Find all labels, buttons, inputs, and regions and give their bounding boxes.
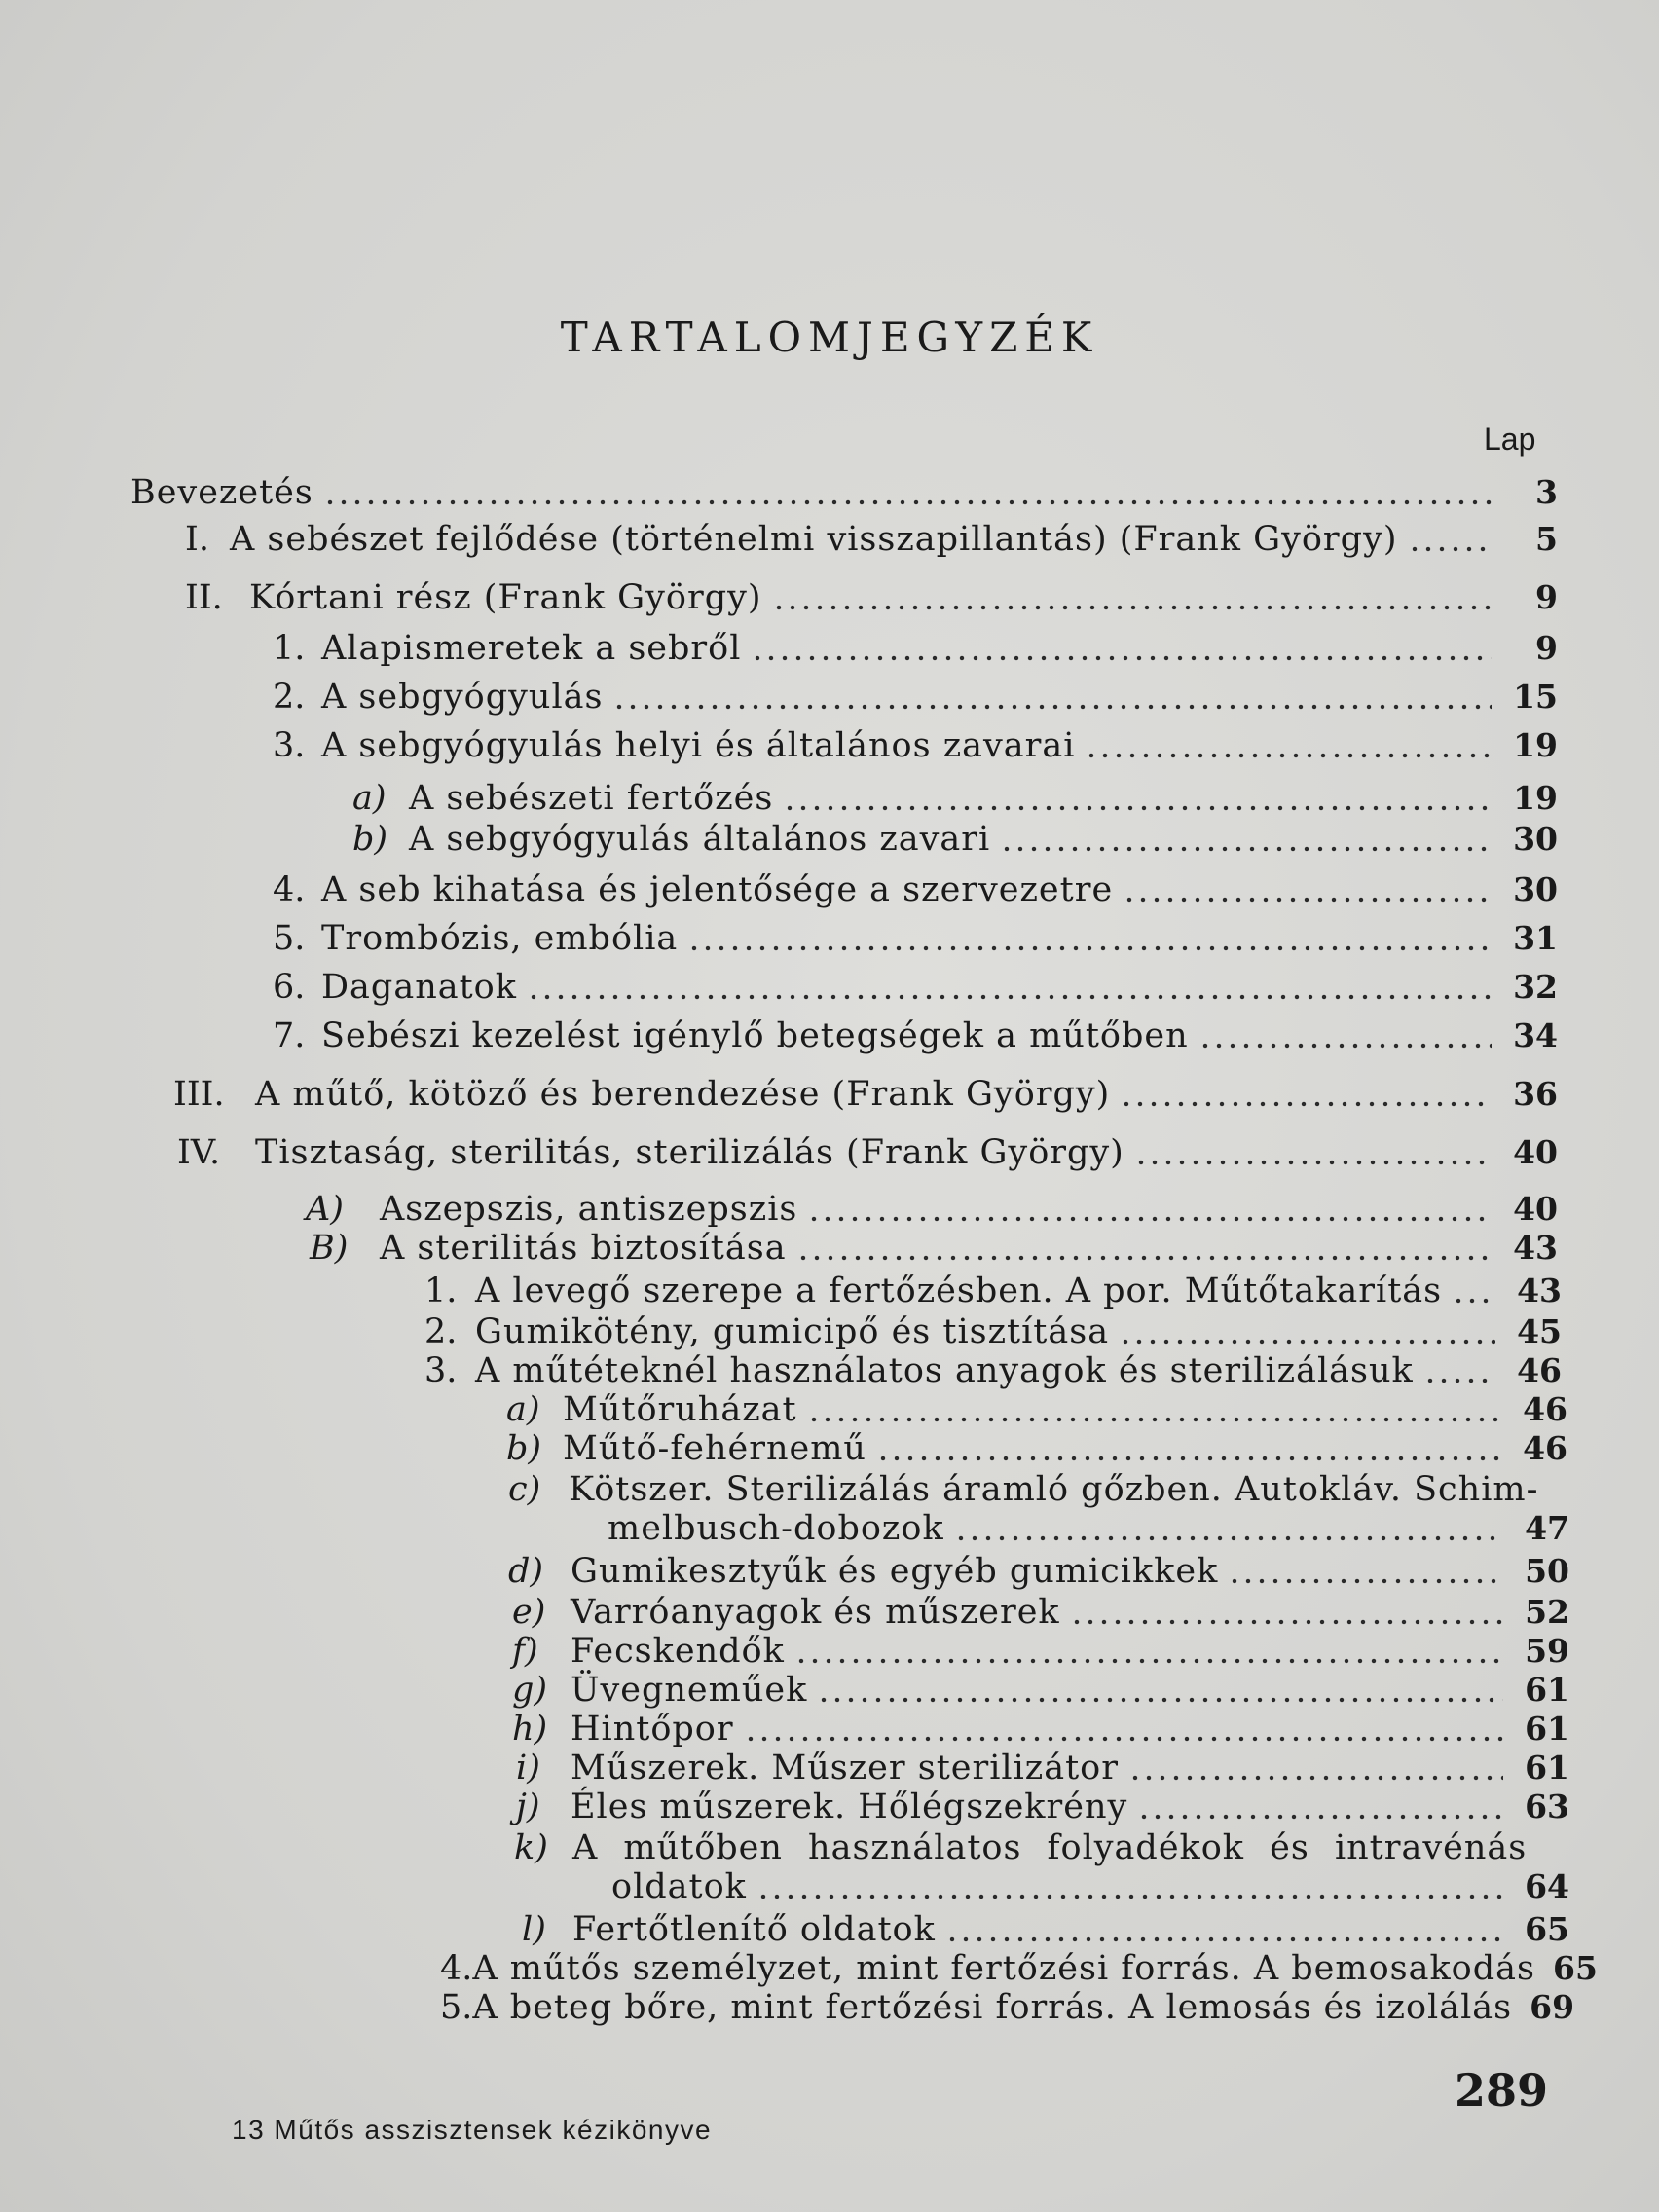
toc-entry-text: Alapismeretek a sebről xyxy=(321,629,742,668)
toc-entry-marker: B) xyxy=(310,1229,349,1268)
leader-dots xyxy=(612,691,1492,711)
toc-entry-page: 19 xyxy=(1513,726,1558,764)
toc-entry-text: Gumikesztyűk és egyéb gumicikkek xyxy=(571,1552,1219,1591)
toc-entry-text: A műtőben használatos folyadékok és intravénás xyxy=(572,1828,1528,1867)
toc-entry-text: A sebgyógyulás általános zavari xyxy=(409,820,991,859)
toc-entry xyxy=(352,820,1558,866)
leader-dots xyxy=(817,1684,1503,1704)
toc-entry xyxy=(173,1075,1558,1122)
toc-entry-text: oldatok xyxy=(611,1867,747,1906)
toc-entry-page: 34 xyxy=(1513,1016,1558,1054)
toc-entry-text: A sterilitás biztosítása xyxy=(380,1229,787,1268)
toc-entry-text: Daganatok xyxy=(321,968,517,1007)
leader-dots xyxy=(1128,1762,1503,1782)
toc-entry-marker: f) xyxy=(512,1632,538,1671)
leader-dots xyxy=(1423,1365,1495,1384)
toc-entry-number: 2. xyxy=(424,1312,458,1351)
footer-signature: 13 Műtős asszisztensek kézikönyve xyxy=(232,2115,713,2145)
toc-entry xyxy=(273,968,1558,1014)
toc-entry-text: melbusch-dobozok xyxy=(608,1509,944,1548)
toc-entry-text: Varróanyagok és műszerek xyxy=(571,1593,1060,1632)
toc-entry xyxy=(130,473,1558,520)
leader-dots xyxy=(794,1645,1503,1665)
toc-entry-page: 46 xyxy=(1523,1429,1567,1467)
toc-entry-text: A beteg bőre, mint fertőzési forrás. A lemosás és izolálás xyxy=(472,1988,1513,2027)
toc-entry-page: 32 xyxy=(1513,968,1558,1006)
toc-entry-page: 45 xyxy=(1517,1312,1562,1350)
toc-entry-text: A sebészeti fertőzés xyxy=(409,779,774,818)
toc-entry-text: A sebgyógyulás xyxy=(321,678,604,717)
toc-entry xyxy=(185,520,1558,567)
toc-entry-text: Kötszer. Sterilizálás áramló gőzben. Autokláv. Schim- xyxy=(569,1470,1539,1509)
toc-entry-marker: i) xyxy=(516,1749,540,1788)
leader-dots xyxy=(807,1203,1492,1223)
leader-dots xyxy=(945,1924,1503,1943)
toc-entry-marker: A) xyxy=(306,1190,344,1229)
toc-entry-number: 3. xyxy=(424,1351,458,1390)
toc-entry-number: 4. xyxy=(273,870,306,909)
toc-entry-number: 1. xyxy=(424,1272,458,1310)
toc-entry xyxy=(506,1429,1567,1476)
leader-dots xyxy=(807,1404,1501,1423)
toc-entry xyxy=(273,678,1558,724)
toc-entry xyxy=(273,629,1558,676)
toc-entry-number: 4. xyxy=(440,1949,473,1988)
toc-entry-page: 43 xyxy=(1517,1272,1562,1309)
toc-entry-page: 69 xyxy=(1530,1988,1575,2026)
toc-entry-page: 36 xyxy=(1513,1075,1558,1113)
page-column-header: Lap xyxy=(1484,422,1536,457)
toc-entry-page: 31 xyxy=(1513,919,1558,957)
toc-entry-page: 40 xyxy=(1513,1190,1558,1228)
leader-dots xyxy=(876,1443,1501,1462)
toc-entry-text: Éles műszerek. Hőlégszekrény xyxy=(571,1788,1128,1826)
toc-entry-page: 19 xyxy=(1513,779,1558,817)
toc-entry xyxy=(273,1016,1558,1063)
toc-entry-text: Műtőruházat xyxy=(563,1390,797,1429)
toc-entry-number: 5. xyxy=(273,919,306,958)
toc-entry xyxy=(440,1988,1575,2035)
toc-entry xyxy=(424,1272,1562,1318)
toc-entry-text: A sebészet fejlődése (történelmi visszapillantás) (Frank György) xyxy=(230,520,1398,559)
toc-entry-marker: a) xyxy=(352,779,387,818)
toc-entry-page: 59 xyxy=(1525,1632,1569,1670)
toc-entry-text: Fertőtlenítő oldatok xyxy=(572,1910,936,1949)
toc-entry-page: 46 xyxy=(1523,1390,1567,1428)
toc-entry-text: Bevezetés xyxy=(130,473,313,512)
page-number: 289 xyxy=(1455,2064,1549,2117)
toc-entry xyxy=(273,919,1558,966)
leader-dots xyxy=(1228,1566,1503,1585)
toc-entry-page: 61 xyxy=(1525,1749,1569,1787)
toc-entry-text: Hintőpor xyxy=(571,1710,734,1749)
toc-entry-number: 5. xyxy=(440,1988,473,2027)
toc-entry-text: Műtő-fehérnemű xyxy=(563,1429,866,1468)
toc-entry-text: Aszepszis, antiszepszis xyxy=(380,1190,798,1229)
toc-entry-number: 3. xyxy=(273,726,306,765)
leader-dots xyxy=(1198,1030,1492,1050)
toc-entry-page: 65 xyxy=(1552,1949,1598,1987)
toc-entry-page: 61 xyxy=(1525,1671,1569,1709)
toc-entry-number: 7. xyxy=(273,1016,306,1055)
toc-entry-marker: h) xyxy=(512,1710,548,1749)
toc-entry-page: 5 xyxy=(1535,520,1558,558)
leader-dots xyxy=(744,1723,1503,1743)
toc-entry-number: I. xyxy=(185,520,209,559)
toc-entry-text: A műtéteknél használatos anyagok és sterilizálásuk xyxy=(475,1351,1414,1390)
toc-entry-page: 40 xyxy=(1513,1133,1558,1171)
toc-entry-text: Üvegneműek xyxy=(571,1671,808,1710)
toc-entry-marker: c) xyxy=(508,1470,541,1509)
toc-entry-marker: g) xyxy=(512,1671,548,1710)
toc-entry-number: III. xyxy=(173,1075,225,1114)
toc-entry-text: Kórtani rész (Frank György) xyxy=(249,578,762,617)
page-title: TARTALOMJEGYZÉK xyxy=(560,313,1099,361)
toc-entry-number: IV. xyxy=(177,1133,221,1172)
toc-entry-page: 46 xyxy=(1517,1351,1562,1389)
leader-dots xyxy=(1452,1285,1495,1305)
toc-entry xyxy=(273,726,1558,773)
toc-entry-continuation xyxy=(611,1867,1569,1914)
leader-dots xyxy=(1120,1088,1492,1108)
leader-dots xyxy=(772,592,1492,611)
toc-entry-text: A seb kihatása és jelentősége a szervezetre xyxy=(321,870,1114,909)
toc-entry-text: A levegő szerepe a fertőzésben. A por. Műtőtakarítás xyxy=(475,1272,1443,1310)
toc-entry-page: 52 xyxy=(1525,1593,1569,1631)
toc-entry-text: Tisztaság, sterilitás, sterilizálás (Frank György) xyxy=(255,1133,1124,1172)
toc-entry-page: 65 xyxy=(1525,1910,1569,1948)
toc-entry-page: 47 xyxy=(1525,1509,1569,1547)
toc-entry-page: 9 xyxy=(1535,578,1558,616)
leader-dots xyxy=(1123,884,1492,903)
toc-entry-marker: a) xyxy=(506,1390,540,1429)
toc-entry-page: 9 xyxy=(1535,629,1558,667)
toc-entry-page: 64 xyxy=(1525,1867,1569,1905)
toc-entry-page: 30 xyxy=(1513,870,1558,908)
toc-entry xyxy=(185,578,1558,625)
toc-entry-text: Fecskendők xyxy=(571,1632,785,1671)
toc-entry-page: 50 xyxy=(1525,1552,1569,1590)
leader-dots xyxy=(796,1242,1492,1262)
toc-entry-page: 15 xyxy=(1513,678,1558,716)
toc-entry-number: 6. xyxy=(273,968,306,1007)
toc-entry-page: 43 xyxy=(1513,1229,1558,1267)
toc-entry-marker: d) xyxy=(508,1552,544,1591)
toc-entry-text: A műtős személyzet, mint fertőzési forrás. A bemosakodás xyxy=(472,1949,1535,1988)
toc-entry xyxy=(177,1133,1558,1180)
toc-entry-marker: b) xyxy=(506,1429,542,1468)
toc-entry-number: 1. xyxy=(273,629,306,668)
toc-entry xyxy=(516,1788,1569,1834)
toc-entry-marker: j) xyxy=(516,1788,540,1826)
leader-dots xyxy=(751,643,1492,662)
toc-entry xyxy=(273,870,1558,917)
leader-dots xyxy=(1408,534,1492,553)
leader-dots xyxy=(1119,1326,1495,1346)
toc-entry-text: Trombózis, embólia xyxy=(321,919,679,958)
toc-entry-text: Műszerek. Műszer sterilizátor xyxy=(571,1749,1119,1788)
toc-entry-page: 63 xyxy=(1525,1788,1569,1825)
toc-entry-page: 3 xyxy=(1535,473,1558,511)
leader-dots xyxy=(323,487,1492,506)
toc-entry-text: A műtő, kötöző és berendezése (Frank György) xyxy=(255,1075,1111,1114)
leader-dots xyxy=(756,1881,1503,1900)
toc-entry-page: 30 xyxy=(1513,820,1558,858)
toc-entry-marker: b) xyxy=(352,820,388,859)
toc-entry-text: Sebészi kezelést igénylő betegségek a műtőben xyxy=(321,1016,1189,1055)
toc-entry xyxy=(352,779,1558,826)
toc-entry-text: A sebgyógyulás helyi és általános zavarai xyxy=(321,726,1076,765)
leader-dots xyxy=(687,933,1492,952)
leader-dots xyxy=(1000,833,1492,853)
toc-entry-marker: e) xyxy=(512,1593,546,1632)
leader-dots xyxy=(527,981,1492,1001)
toc-entry xyxy=(508,1552,1569,1599)
leader-dots xyxy=(783,793,1492,812)
leader-dots xyxy=(1137,1801,1503,1821)
toc-entry-number: 2. xyxy=(273,678,306,717)
leader-dots xyxy=(954,1523,1503,1542)
toc-entry xyxy=(310,1229,1558,1275)
toc-entry-text: Gumikötény, gumicipő és tisztítása xyxy=(475,1312,1110,1351)
leader-dots xyxy=(1085,740,1492,759)
toc-entry-marker: l) xyxy=(522,1910,546,1949)
leader-dots xyxy=(1134,1147,1492,1166)
toc-entry-number: II. xyxy=(185,578,223,617)
toc-entry-continuation xyxy=(608,1509,1569,1556)
toc-entry-page: 61 xyxy=(1525,1710,1569,1748)
leader-dots xyxy=(1070,1606,1503,1626)
toc-entry-marker: k) xyxy=(514,1828,548,1867)
